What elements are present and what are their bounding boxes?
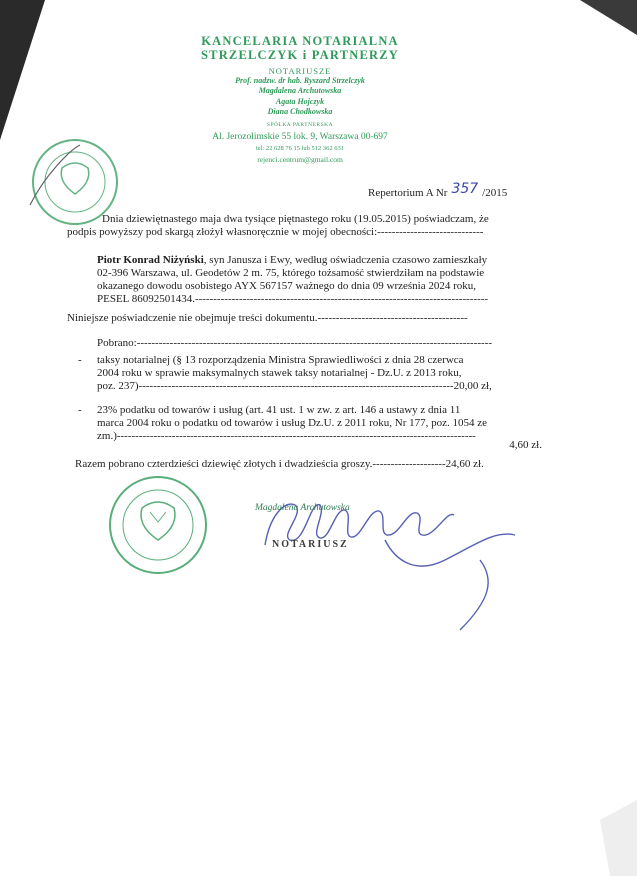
person-line-2: 02-396 Warszawa, ul. Geodetów 2 m. 75, którego tożsamość stwierdziłam na podstawie bbox=[97, 267, 485, 279]
firm-name: KANCELARIA NOTARIALNA STRZELCZYK i PARTNERZY bbox=[201, 34, 399, 62]
person-line-4: PESEL 86092501434.-------------------------------------------------------------------------------- bbox=[97, 293, 489, 305]
notaries-list bbox=[140, 76, 460, 117]
repertorium-number: Repertorium A Nr 357 /2015 bbox=[368, 181, 508, 199]
fee1-line-3: poz. 237)--------------------------------------------------------------------------------------20,00 zł, bbox=[97, 380, 492, 392]
list-bullet: - bbox=[78, 404, 82, 416]
fee1-line-2: 2004 roku w sprawie maksymalnych stawek taksy notarialnej - Dz.U. z 2013 roku, bbox=[97, 367, 462, 379]
fee2-line-2: marca 2004 roku o podatku od towarów i usług Dz.U. z 2011 roku, Nr 177, poz. 1054 ze bbox=[97, 417, 488, 429]
signature-title: NOTARIUSZ bbox=[272, 539, 349, 550]
seal-stamp-top-left bbox=[30, 140, 117, 224]
intro-line-2: podpis powyższy pod skargą złożył własnoręcznie w mojej obecności:----------------------------- bbox=[67, 226, 484, 238]
company-type: SPÓŁKA PARTNERSKA bbox=[266, 122, 334, 128]
firm-phones: tel: 22 628 76 15 lub 512 362 631 bbox=[255, 145, 345, 152]
paper-fold-bottom-right bbox=[600, 800, 637, 876]
notice-line: Niniejsze poświadczenie nie obejmuje treści dokumentu.----------------------------------------- bbox=[67, 312, 468, 324]
fee2-amount: 4,60 zł. bbox=[509, 439, 542, 451]
handwritten-signature bbox=[265, 504, 515, 630]
person-line-3: okazanego dowodu osobistego AYX 567157 ważnego do dnia 09 września 2024 roku, bbox=[97, 280, 477, 292]
notary-name: Agata Hojczyk bbox=[275, 96, 325, 106]
collected-label: Pobrano:------------------------------------------------------------------------------------------------- bbox=[97, 337, 493, 349]
intro-line-1: Dnia dziewiętnastego maja dwa tysiące piętnastego roku (19.05.2015) poświadczam, że bbox=[102, 213, 489, 225]
handwritten-number: 357 bbox=[451, 181, 479, 197]
notaries-label: NOTARIUSZE bbox=[268, 66, 332, 76]
fee1-line-1: taksy notarialnej (§ 13 rozporządzenia Ministra Sprawiedliwości z dnia 28 czerwca bbox=[97, 354, 464, 366]
signature-caption: Magdalena Archutowska bbox=[255, 503, 350, 513]
notary-name: Prof. nadzw. dr hab. Ryszard Strzelczyk bbox=[235, 76, 365, 85]
fee2-line-3: zm.)-------------------------------------------------------------------------------------------------- bbox=[97, 430, 476, 442]
list-bullet: - bbox=[78, 354, 82, 366]
seal-stamp-bottom-left bbox=[110, 477, 206, 573]
fee2-line-1: 23% podatku od towarów i usług (art. 41 ust. 1 w zw. z art. 146 a ustawy z dnia 11 bbox=[97, 404, 461, 416]
notary-name: Magdalena Archutowska bbox=[258, 86, 342, 96]
firm-email: rejenci.centrum@gmail.com bbox=[257, 155, 343, 164]
person-line-1: Piotr Konrad Niżyński, syn Janusza i Ewy, według oświadczenia czasowo zamieszkały bbox=[97, 254, 488, 266]
firm-address: Al. Jerozolimskie 55 lok. 9, Warszawa 00-697 bbox=[212, 132, 388, 142]
corner-shadow-top-left bbox=[0, 0, 45, 140]
person-name: Piotr Konrad Niżyński bbox=[97, 254, 204, 266]
total-line: Razem pobrano czterdzieści dziewięć złotych i dwadzieścia groszy.--------------------24,60 zł. bbox=[75, 458, 484, 470]
notary-name: Diana Chodkowska bbox=[267, 106, 333, 116]
corner-shadow-top-right bbox=[580, 0, 637, 35]
